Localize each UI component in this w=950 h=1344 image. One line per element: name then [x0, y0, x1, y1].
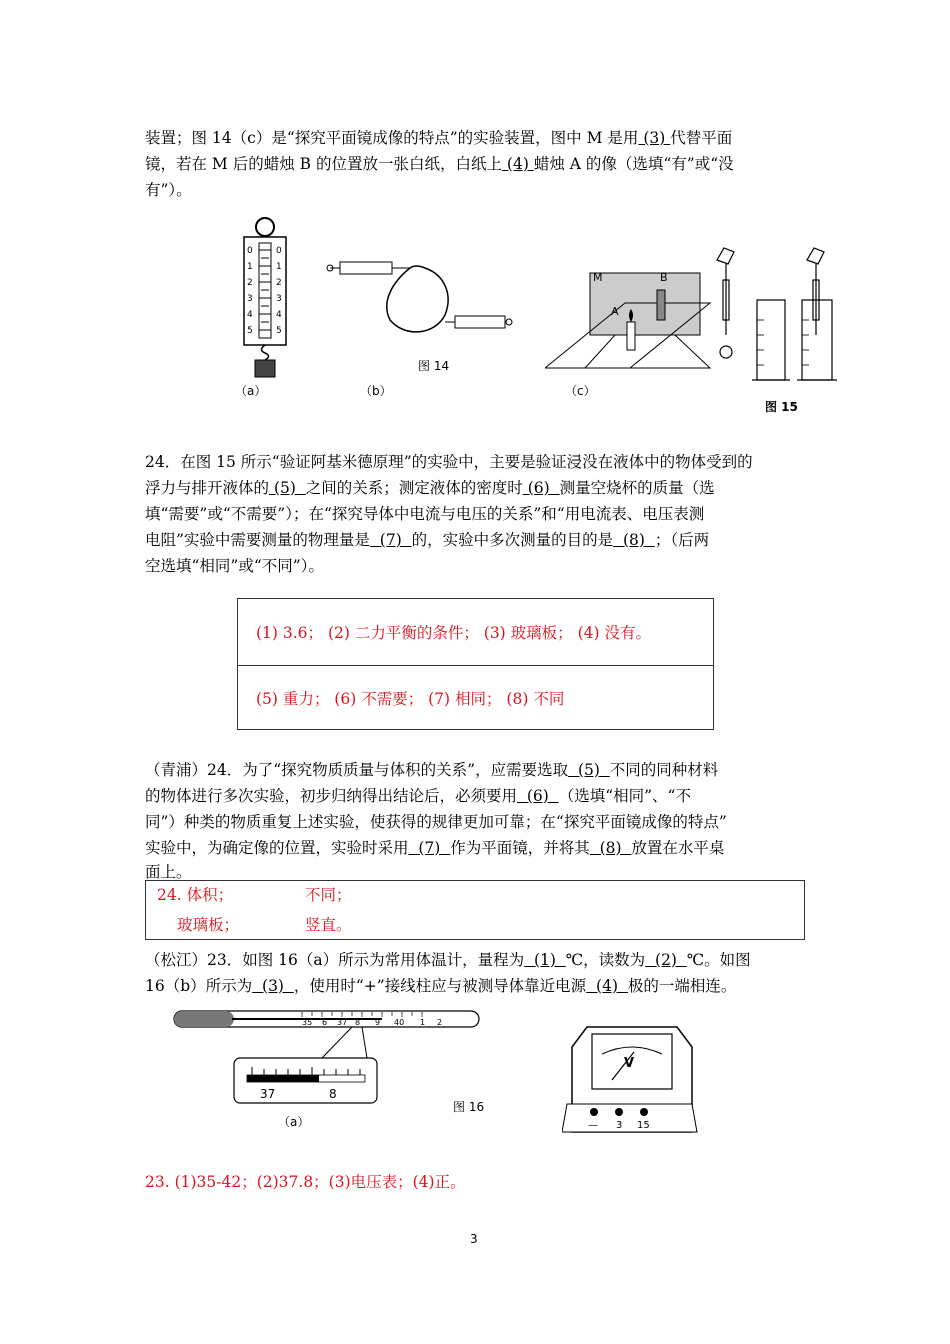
svg-text:4: 4	[276, 310, 282, 320]
svg-text:37: 37	[337, 1018, 348, 1027]
spring-scale-figure	[230, 215, 300, 380]
svg-text:M: M	[593, 271, 603, 284]
svg-text:0: 0	[247, 246, 253, 256]
fig16-title: 图 16	[453, 1100, 485, 1114]
svg-text:1: 1	[276, 262, 282, 272]
svg-text:3: 3	[276, 294, 282, 304]
fig14-cap-c: （c）	[565, 384, 596, 398]
svg-text:8: 8	[329, 1087, 337, 1101]
thermometer-figure	[172, 1003, 484, 1113]
spring-scales-pull-figure	[325, 250, 515, 345]
qp-blank-8: (8)	[599, 839, 622, 857]
qp24-line4: 实验中，为确定像的位置，实验时采用 (7) 作为平面镜，并将其 (8) 放置在水平桌	[145, 839, 725, 857]
blank-6: (6)	[527, 479, 550, 497]
svg-text:3: 3	[616, 1120, 623, 1131]
blank-7: (7)	[379, 531, 402, 549]
svg-text:B: B	[660, 271, 668, 284]
qs-blank-3: (3)	[262, 977, 284, 995]
fig14-cap-a: （a）	[235, 384, 267, 398]
q24-line2: 浮力与排开液体的 (5) 之间的关系；测定液体的密度时 (6) 测量空烧杯的质量（选	[145, 479, 715, 497]
svg-text:8: 8	[355, 1018, 361, 1027]
qp-blank-5: (5)	[577, 761, 600, 779]
qp24-line1: （青浦）24．为了“探究物质质量与体积的关系”，应需要选取 (5) 不同的同种材料	[145, 761, 719, 779]
q23-line3: 有”）。	[145, 181, 192, 199]
answer-row-1: (1) 3.6； (2) 二力平衡的条件； (3) 玻璃板； (4) 没有。	[256, 624, 651, 642]
svg-text:2: 2	[437, 1018, 443, 1027]
svg-text:2: 2	[276, 278, 282, 288]
ans-qp-3: 玻璃板；	[177, 916, 240, 934]
blank-3: (3)	[643, 129, 666, 147]
qp24-line3: 同”）种类的物质重复上述实验，使获得的规律更加可靠；在“探究平面镜成像的特点”	[145, 813, 727, 831]
page-number: 3	[470, 1232, 478, 1246]
fig16-cap-a: （a）	[278, 1115, 310, 1129]
blank-8: (8)	[623, 531, 645, 549]
q24-line3: 填“需要”或“不需要”）；在“探究导体中电流与电压的关系”和“用电流表、电压表测	[145, 505, 705, 523]
svg-text:5: 5	[247, 326, 253, 336]
ans-qp-1: 24. 体积；	[157, 886, 234, 904]
svg-text:4: 4	[247, 310, 253, 320]
qs23-line2: 16（b）所示为 (3) ，使用时“+”接线柱应与被测导体靠近电源 (4) 极的一端相连。	[145, 977, 737, 995]
qs-blank-2: (2)	[655, 951, 677, 969]
q23-line1: 装置；图 14（c）是“探究平面镜成像的特点”的实验装置，图中 M 是用 (3) 代替平面	[145, 129, 733, 147]
blank-4: (4)	[506, 155, 529, 173]
answer-table-24	[237, 598, 714, 730]
answer-row-2: (5) 重力； (6) 不需要； (7) 相同； (8) 不同	[256, 690, 565, 708]
ans-qs23: 23. (1)35-42；(2)37.8；(3)电压表；(4)正。	[145, 1173, 466, 1191]
qs-blank-4: (4)	[596, 977, 619, 995]
svg-text:6: 6	[322, 1018, 328, 1027]
qp-blank-7: (7)	[418, 839, 441, 857]
q23-line2: 镜，若在 M 后的蜡烛 B 的位置放一张白纸，白纸上 (4) 蜡烛 A 的像（选填“有”或“没	[145, 155, 734, 173]
svg-text:3: 3	[247, 294, 253, 304]
fig15-title: 图 15	[765, 400, 798, 414]
svg-text:2: 2	[247, 278, 253, 288]
q24-line4: 电阻”实验中需要测量的物理量是 (7) 的，实验中多次测量的目的是 (8) ；（后两	[145, 531, 710, 549]
svg-text:0: 0	[276, 246, 282, 256]
ans-qp-2: 不同；	[305, 886, 352, 904]
qs-blank-1: (1)	[533, 951, 556, 969]
answer-box-qp24	[145, 880, 805, 940]
qs23-line1: （松江）23．如图 16（a）所示为常用体温计，量程为 (1) ℃，读数为 (2) ℃。如图	[145, 951, 751, 969]
svg-text:1: 1	[247, 262, 253, 272]
archimedes-figure	[712, 240, 852, 385]
voltmeter-figure	[562, 1022, 702, 1147]
svg-text:37: 37	[260, 1087, 276, 1101]
svg-text:40: 40	[394, 1018, 405, 1027]
q24-line5: 空选填“相同”或“不同”）。	[145, 557, 324, 575]
fig14-title: 图 14	[418, 359, 450, 373]
plane-mirror-figure	[545, 265, 715, 375]
svg-text:15: 15	[637, 1120, 650, 1131]
qp-blank-6: (6)	[526, 787, 549, 805]
q24-line1: 24．在图 15 所示“验证阿基米德原理”的实验中，主要是验证浸没在液体中的物体受到的	[145, 453, 753, 471]
fig14-cap-b: （b）	[360, 384, 392, 398]
qp24-line5: 面上。	[145, 863, 192, 881]
svg-text:1: 1	[420, 1018, 426, 1027]
svg-text:—: —	[588, 1120, 598, 1131]
svg-text:V: V	[624, 1056, 635, 1071]
svg-text:9: 9	[375, 1018, 381, 1027]
svg-text:A: A	[611, 305, 619, 318]
ans-qp-4: 竖直。	[305, 916, 352, 934]
svg-text:5: 5	[276, 326, 282, 336]
blank-5: (5)	[273, 479, 296, 497]
svg-text:35: 35	[302, 1018, 313, 1027]
qp24-line2: 的物体进行多次实验，初步归纳得出结论后，必须要用 (6) （选填“相同”、“不	[145, 787, 691, 805]
